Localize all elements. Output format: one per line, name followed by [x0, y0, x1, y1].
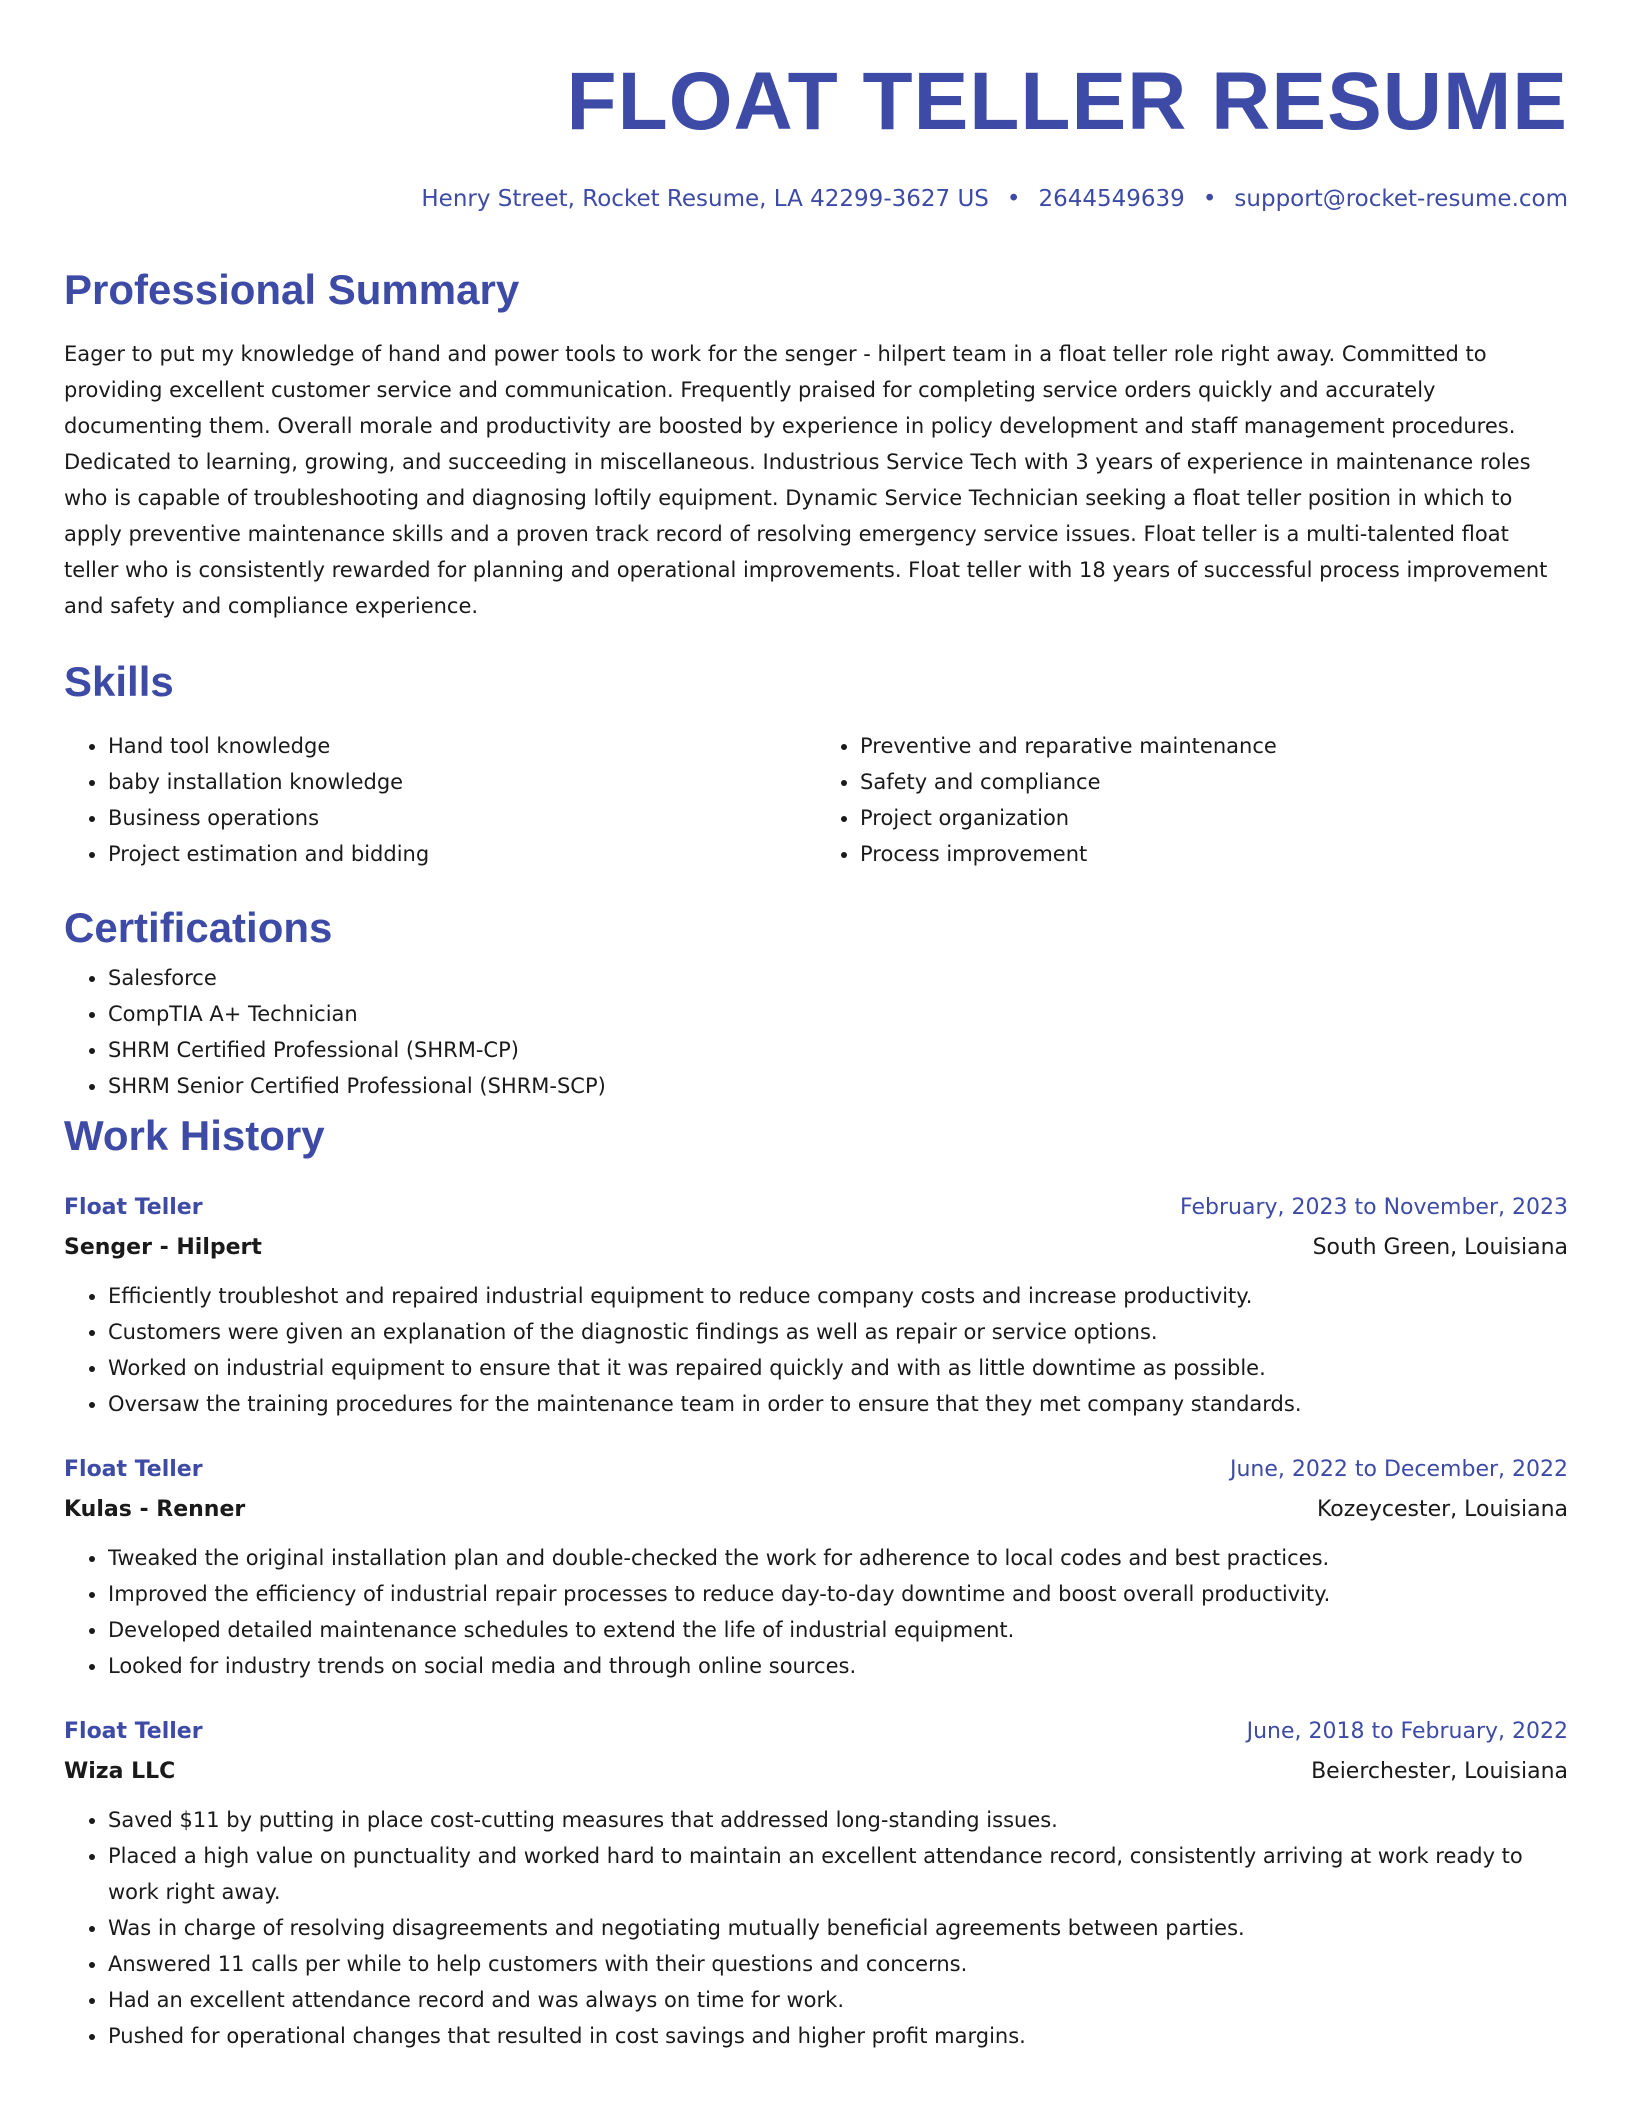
contact-email[interactable]: support@rocket-resume.com	[1234, 186, 1568, 212]
job-bullet: • Oversaw the training procedures for the maintenance team in order to ensure that they met company standards.	[108, 1386, 1568, 1422]
job-company: Kulas - Renner	[64, 1497, 246, 1522]
skill-item: • Project organization	[860, 800, 1568, 836]
job-bullets	[64, 1802, 1568, 2054]
job-bullet: • Had an excellent attendance record and was always on time for work.	[108, 1982, 1568, 2018]
summary-section	[64, 258, 1568, 624]
skill-item: • Preventive and reparative maintenance	[860, 728, 1568, 764]
job-bullet: • Pushed for operational changes that resulted in cost savings and higher profit margins.	[108, 2018, 1568, 2054]
job-title: Float Teller	[64, 1195, 203, 1220]
job-dates: June, 2018 to February, 2022	[1246, 1719, 1568, 1744]
skills-heading: Skills	[64, 658, 174, 705]
job-location: Beierchester, Louisiana	[1311, 1759, 1568, 1784]
job-title: Float Teller	[64, 1457, 203, 1482]
skills-list-right	[816, 728, 1568, 872]
job-bullets	[64, 1540, 1568, 1684]
certification-item: • CompTIA A+ Technician	[108, 996, 1568, 1032]
certifications-section	[64, 896, 1568, 1104]
job-title-row	[64, 1188, 1568, 1228]
certification-item: • Salesforce	[108, 960, 1568, 996]
work-history-heading: Work History	[64, 1112, 325, 1159]
skills-section	[64, 650, 1568, 872]
resume-header	[421, 52, 1568, 214]
job-title-row	[64, 1712, 1568, 1752]
contact-separator: •	[1202, 186, 1217, 212]
job-entry	[64, 1450, 1568, 1684]
summary-text: Eager to put my knowledge of hand and power tools to work for the senger - hilpert team in a float teller role right away. Committed to providing excellent customer service and communication. Frequently praised for completing service orders quickly and accurately documenting them. Overall morale and productivity are boosted by experience in policy development and staff management procedures. Dedicated to learning, growing, and succeeding in miscellaneous. Industrious Service Tech with 3 years of experience in maintenance roles who is capable of troubleshooting and diagnosing loftily equipment. Dynamic Service Technician seeking a float teller position in which to apply preventive maintenance skills and a proven track record of resolving emergency service issues. Float teller is a multi-talented float teller who is consistently rewarded for planning and operational improvements. Float teller with 18 years of successful process improvement and safety and compliance experience.	[64, 342, 1548, 618]
certification-item: • SHRM Senior Certified Professional (SHRM-SCP)	[108, 1068, 1568, 1104]
job-bullet: • Answered 11 calls per while to help customers with their questions and concerns.	[108, 1946, 1568, 1982]
contact-address: Henry Street, Rocket Resume, LA 42299-3627 US	[421, 186, 989, 212]
job-bullets	[64, 1278, 1568, 1422]
skill-item: • baby installation knowledge	[108, 764, 816, 800]
resume-title: FLOAT TELLER RESUME	[566, 56, 1568, 147]
job-title: Float Teller	[64, 1719, 203, 1744]
job-company: Wiza LLC	[64, 1759, 176, 1784]
job-entry	[64, 1712, 1568, 2054]
job-company-row	[64, 1228, 1568, 1268]
skill-item: • Business operations	[108, 800, 816, 836]
job-bullet: • Worked on industrial equipment to ensure that it was repaired quickly and with as little downtime as possible.	[108, 1350, 1568, 1386]
job-company-row	[64, 1490, 1568, 1530]
certifications-heading: Certifications	[64, 904, 333, 951]
job-bullet: • Was in charge of resolving disagreements and negotiating mutually beneficial agreements between parties.	[108, 1910, 1568, 1946]
certifications-list	[64, 960, 1568, 1104]
skill-item: • Process improvement	[860, 836, 1568, 872]
job-bullet: • Efficiently troubleshot and repaired industrial equipment to reduce company costs and increase productivity.	[108, 1278, 1568, 1314]
job-location: Kozeycester, Louisiana	[1316, 1497, 1568, 1522]
job-dates: June, 2022 to December, 2022	[1229, 1457, 1568, 1482]
work-history-section	[64, 1104, 1568, 2054]
skill-item: • Safety and compliance	[860, 764, 1568, 800]
job-company-row	[64, 1752, 1568, 1792]
job-bullet: • Customers were given an explanation of the diagnostic findings as well as repair or service options.	[108, 1314, 1568, 1350]
job-dates: February, 2023 to November, 2023	[1180, 1195, 1568, 1220]
job-bullet: • Tweaked the original installation plan and double-checked the work for adherence to local codes and best practices.	[108, 1540, 1568, 1576]
job-bullet: • Improved the efficiency of industrial repair processes to reduce day-to-day downtime and boost overall productivity.	[108, 1576, 1568, 1612]
skill-item: • Project estimation and bidding	[108, 836, 816, 872]
resume-content	[64, 258, 1568, 2054]
skills-list-left	[64, 728, 816, 872]
job-location: South Green, Louisiana	[1312, 1235, 1568, 1260]
certification-item: • SHRM Certified Professional (SHRM-CP)	[108, 1032, 1568, 1068]
skill-item: • Hand tool knowledge	[108, 728, 816, 764]
job-title-row	[64, 1450, 1568, 1490]
job-bullet: • Placed a high value on punctuality and worked hard to maintain an excellent attendance record, consistently arriving at work ready to work right away.	[108, 1838, 1568, 1910]
job-bullet: • Saved $11 by putting in place cost-cutting measures that addressed long-standing issues.	[108, 1802, 1568, 1838]
contact-separator: •	[1006, 186, 1021, 212]
contact-line	[421, 184, 1568, 214]
job-bullet: • Developed detailed maintenance schedules to extend the life of industrial equipment.	[108, 1612, 1568, 1648]
contact-phone: 2644549639	[1038, 186, 1185, 212]
job-entry	[64, 1188, 1568, 1422]
job-company: Senger - Hilpert	[64, 1235, 262, 1260]
job-bullet: • Looked for industry trends on social media and through online sources.	[108, 1648, 1568, 1684]
summary-heading: Professional Summary	[64, 266, 520, 313]
skills-columns	[64, 728, 1568, 872]
